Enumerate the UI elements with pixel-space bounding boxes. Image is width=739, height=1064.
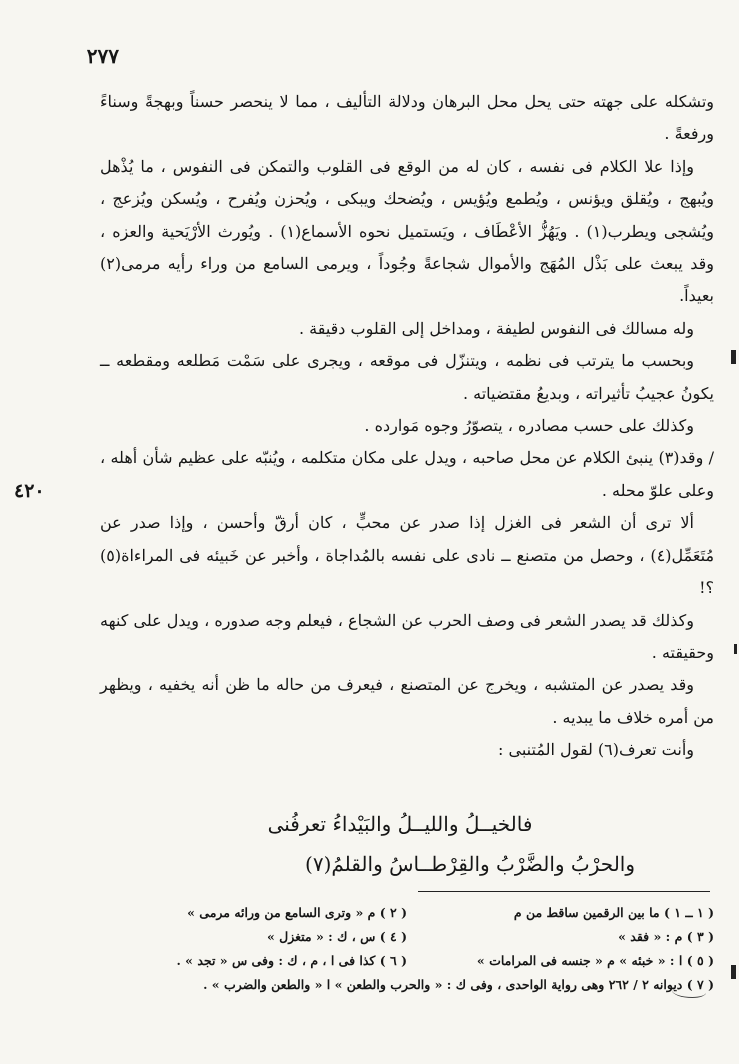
page-number: ٢٧٧ — [86, 44, 119, 68]
scan-margin-mark — [731, 965, 736, 979]
footnote: ( ٣ ) م : « فقد » — [618, 928, 714, 944]
footnotes — [100, 900, 714, 996]
verse-line-2: والحرْبُ والضَّرْبُ والقِرْطــاسُ والقلمُ(٧) — [305, 852, 635, 876]
footnote: ( ٥ ) ا : « خبئه » م « جنسه فى المرامات » — [476, 952, 714, 968]
paragraph: وكذلك على حسب مصادره ، يتصوّرُ وجوه مَوارده . — [364, 416, 694, 436]
main-text — [100, 86, 714, 767]
footnote: ( ٧ ) ديوانه ٢ / ٢٦٢ وهى رواية الواحدى ، وفى ك : « والحرب والطعن » ا « والطعن والضرب » . — [203, 976, 714, 992]
footnote: ( ١ ــ ١ ) ما بين الرقمين ساقط من م — [513, 904, 714, 920]
footnote: ( ٦ ) كذا فى ا ، م ، ك : وفى س « تجد » . — [176, 952, 407, 968]
footnote: ( ٢ ) م « وترى السامع من ورائه مرمى » — [187, 904, 407, 920]
scan-margin-mark — [734, 644, 737, 654]
footnote-row — [100, 948, 714, 972]
verse-line-1: فالخيــلُ والليــلُ والبَيْداءُ تعرفُنى — [267, 812, 533, 836]
scan-margin-mark — [731, 350, 736, 364]
paragraph: / وقد(٣) ينبئ الكلام عن محل صاحبه ، ويدل على مكان متكلمه ، ويُنبّه على عظيم شأن أهله ، وعلى علوّ محله . — [100, 448, 714, 500]
paragraph: وتشكله على جهته حتى يحل محل البرهان ودلالة التأليف ، مما لا ينحصر حسناً وبهجةً وسناءً ورفعةً . — [100, 92, 714, 144]
footnote-row — [100, 924, 714, 948]
paragraph: ألا ترى أن الشعر فى الغزل إذا صدر عن محبٍّ ، كان أرقّ وأحسن ، وإذا صدر عن مُتَعَمِّل(٤) ، وحصل من متصنع ــ نادى على نفسه بالمُداجاة ، وأخبر عن خَبيئه فى المراءاة(٥) ؟! — [100, 513, 715, 598]
scan-stray-mark — [672, 985, 706, 998]
paragraph: وإذا علا الكلام فى نفسه ، كان له من الوقع فى القلوب والتمكن فى النفوس ، ما يُذْهل ويُبهج ، ويُقلق ويؤنس ، ويُطمع ويُؤيس ، ويُضحك ويبكى ، ويُحزن ويُفرح ، ويُسكن ويُزعج ، ويُشجى ويطرب(١) . ويَهُزُّ الأعْطَاف ، ويَستميل نحوه الأسماع(١) . ويُورث الأرْيَحية والعزه ، وقد يبعث على بَذْل المُهَج والأموال شجاعةً وجُوداً ، ويرمى السامع من وراء رأيه مرمى(٢) بعيداً. — [100, 156, 714, 306]
footnote-row — [100, 900, 714, 924]
footnote: ( ٤ ) س ، ك : « متغزل » — [266, 928, 407, 944]
paragraph: وكذلك قد يصدر الشعر فى وصف الحرب عن الشجاع ، فيعلم وجه صدوره ، ويدل على كنهه وحقيقته . — [100, 610, 714, 662]
footnote-divider — [418, 891, 710, 892]
margin-page-number: ٤٢٠ — [14, 480, 45, 502]
paragraph: وقد يصدر عن المتشبه ، ويخرج عن المتصنع ، فيعرف من حاله ما ظن أنه يخفيه ، ويظهر من أمره خلاف ما يبديه . — [100, 675, 714, 727]
paragraph: وبحسب ما يترتب فى نظمه ، ويتنزّل فى موقعه ، ويجرى على سَمْت مَطلعه ومقطعه ــ يكونُ عجيبُ تأثيراته ، وبديعُ مقتضياته . — [100, 351, 714, 403]
paragraph: وله مسالك فى النفوس لطيفة ، ومداخل إلى القلوب دقيقة . — [298, 318, 694, 338]
paragraph: وأنت تعرف(٦) لقول المُتنبى : — [498, 740, 694, 760]
